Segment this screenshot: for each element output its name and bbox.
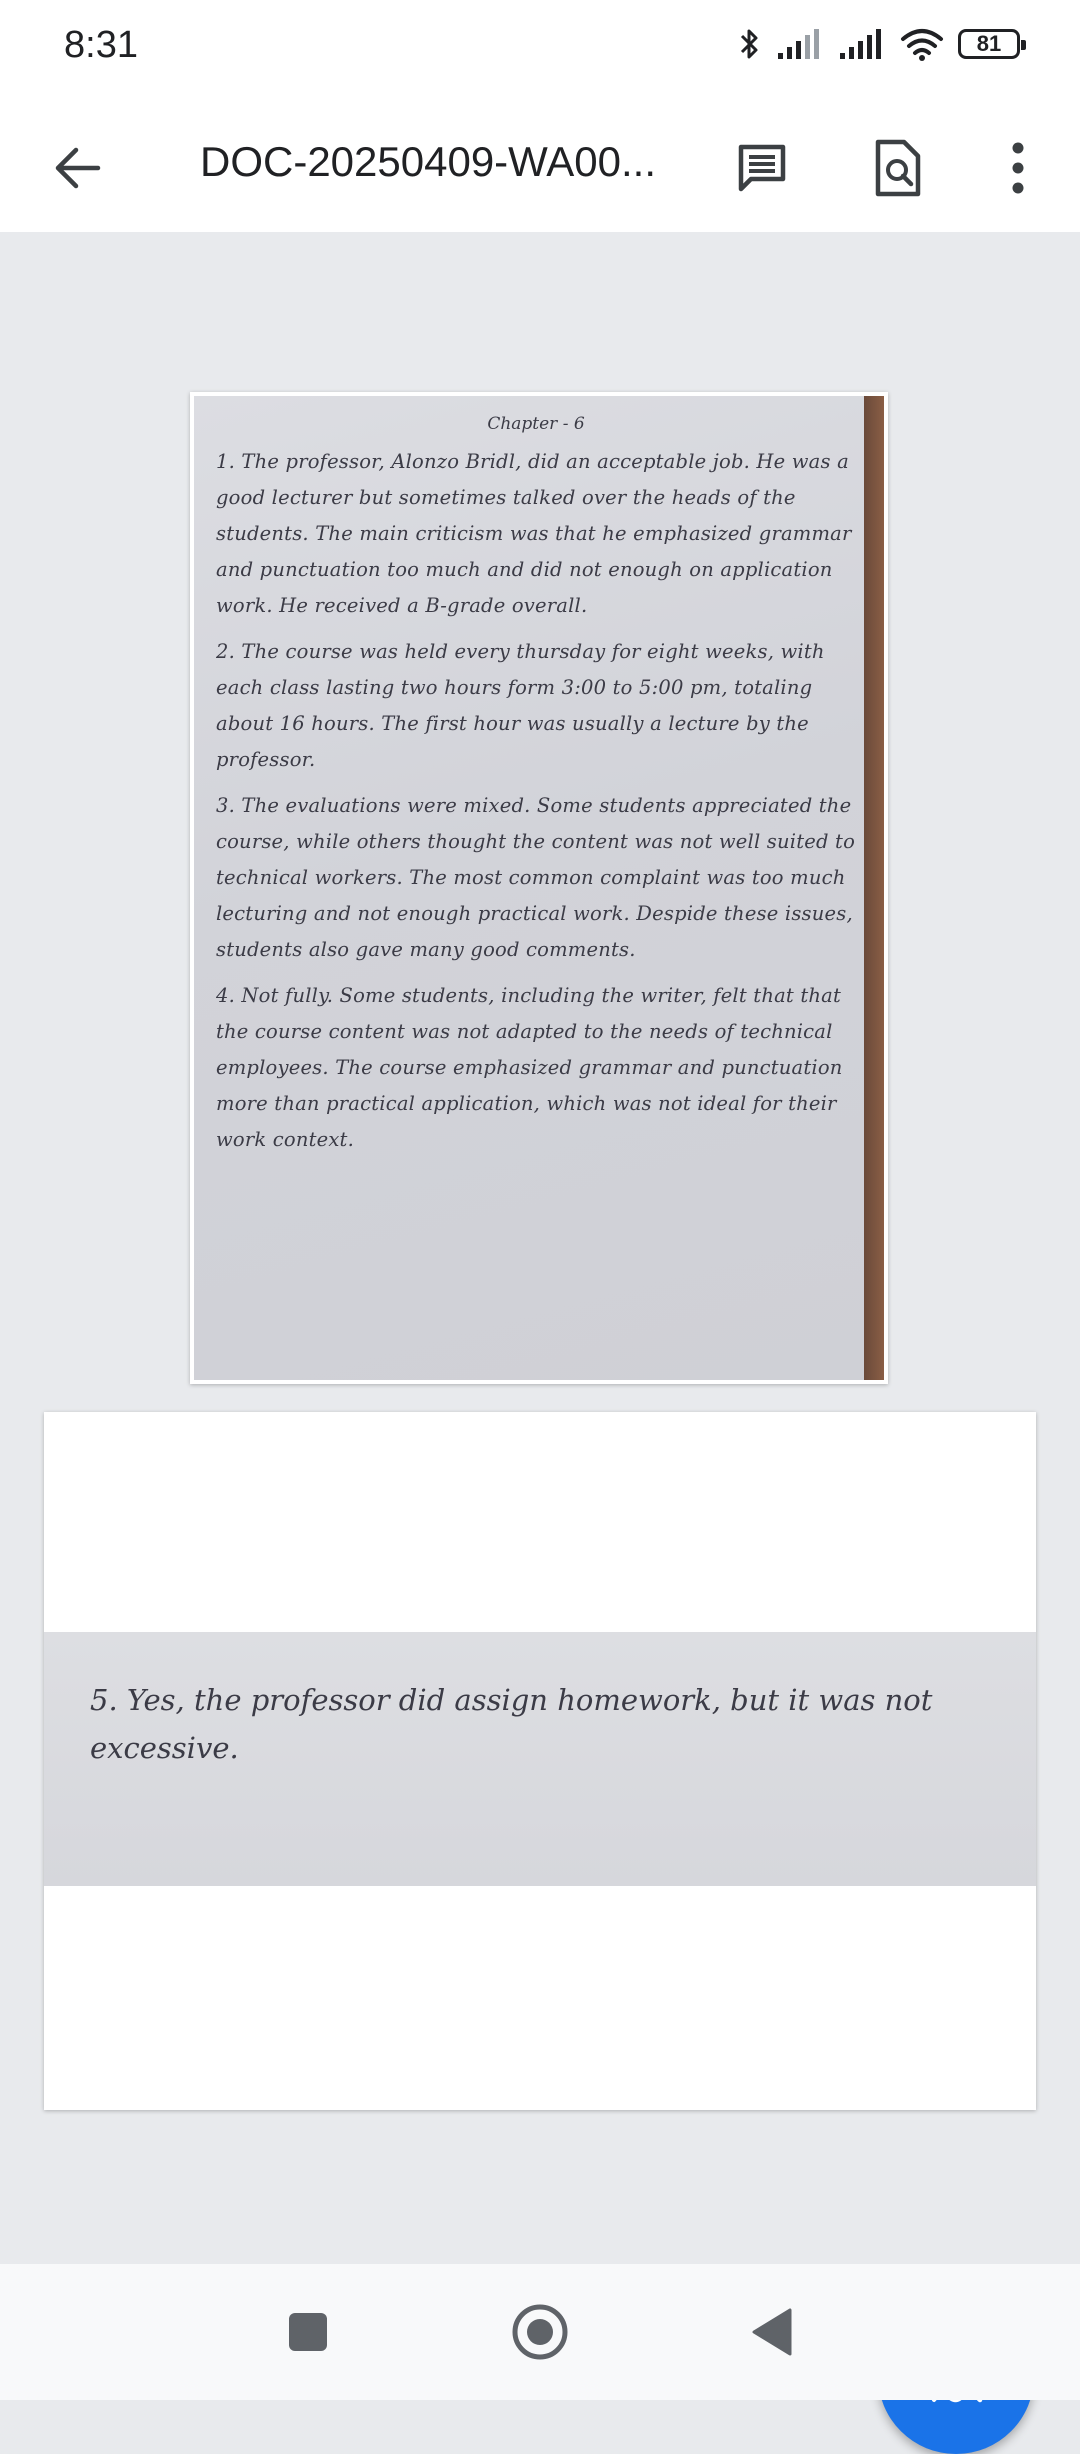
back-button[interactable] (46, 136, 110, 200)
back-triangle-icon (750, 2306, 794, 2358)
more-vert-icon (1008, 140, 1028, 196)
app-bar (0, 100, 1080, 233)
bluetooth-icon (736, 26, 762, 62)
answer-paragraph: 2. The course was held every thursday for eight weeks, with each class lasting two hours form 3:00 to 5:00 pm, totaling about 16 hours. The first hour was usually a lecture by the professor. (216, 640, 825, 771)
photo-edge (864, 396, 884, 1380)
notebook-photo (194, 396, 884, 1380)
find-in-page-icon (872, 138, 924, 198)
signal-icon (776, 27, 824, 61)
chapter-heading: Chapter - 6 (487, 414, 585, 434)
handwritten-strip (44, 1632, 1036, 1886)
comments-button[interactable] (730, 136, 794, 200)
answer-paragraph: 3. The evaluations were mixed. Some students appreciated the course, while others thought the content was not well suited to technical workers. The most common complaint was too much lecturing and not enough practical work. Despide these issues, students also gave many good comments. (216, 794, 856, 961)
status-time: 8:31 (64, 24, 138, 66)
back-arrow-icon (52, 142, 104, 194)
recents-square-icon (286, 2310, 330, 2354)
handwritten-notes (216, 414, 856, 1168)
document-title: DOC-20250409-WA00... (200, 138, 656, 185)
comment-icon (735, 141, 789, 195)
battery-icon (958, 29, 1020, 59)
wifi-icon (900, 27, 944, 61)
status-bar (0, 0, 1080, 100)
signal-icon (838, 27, 886, 61)
battery-level: 81 (976, 31, 1002, 56)
recents-button[interactable] (274, 2298, 342, 2366)
home-button[interactable] (506, 2298, 574, 2366)
document-viewer[interactable] (0, 232, 1080, 2264)
document-page-2 (44, 1412, 1036, 2110)
system-back-button[interactable] (738, 2298, 806, 2366)
answer-paragraph: 1. The professor, Alonzo Bridl, did an acceptable job. He was a good lecturer but sometimes talked over the heads of the students. The main criticism was that he emphasized grammar and punctuation too much and did not enough on application work. He received a B-grade overall. (216, 450, 852, 617)
navigation-bar (0, 2264, 1080, 2400)
status-icons (736, 26, 1020, 62)
more-options-button[interactable] (986, 136, 1050, 200)
find-in-page-button[interactable] (866, 136, 930, 200)
document-page-1 (190, 392, 888, 1384)
answer-paragraph: 4. Not fully. Some students, including the writer, felt that that the course content was not adapted to the needs of technical employees. The course emphasized grammar and punctuation more than practical application, which was not ideal for their work context. (216, 984, 843, 1151)
answer-paragraph: 5. Yes, the professor did assign homework, but it was not excessive. (90, 1683, 933, 1765)
home-circle-icon (510, 2302, 570, 2362)
